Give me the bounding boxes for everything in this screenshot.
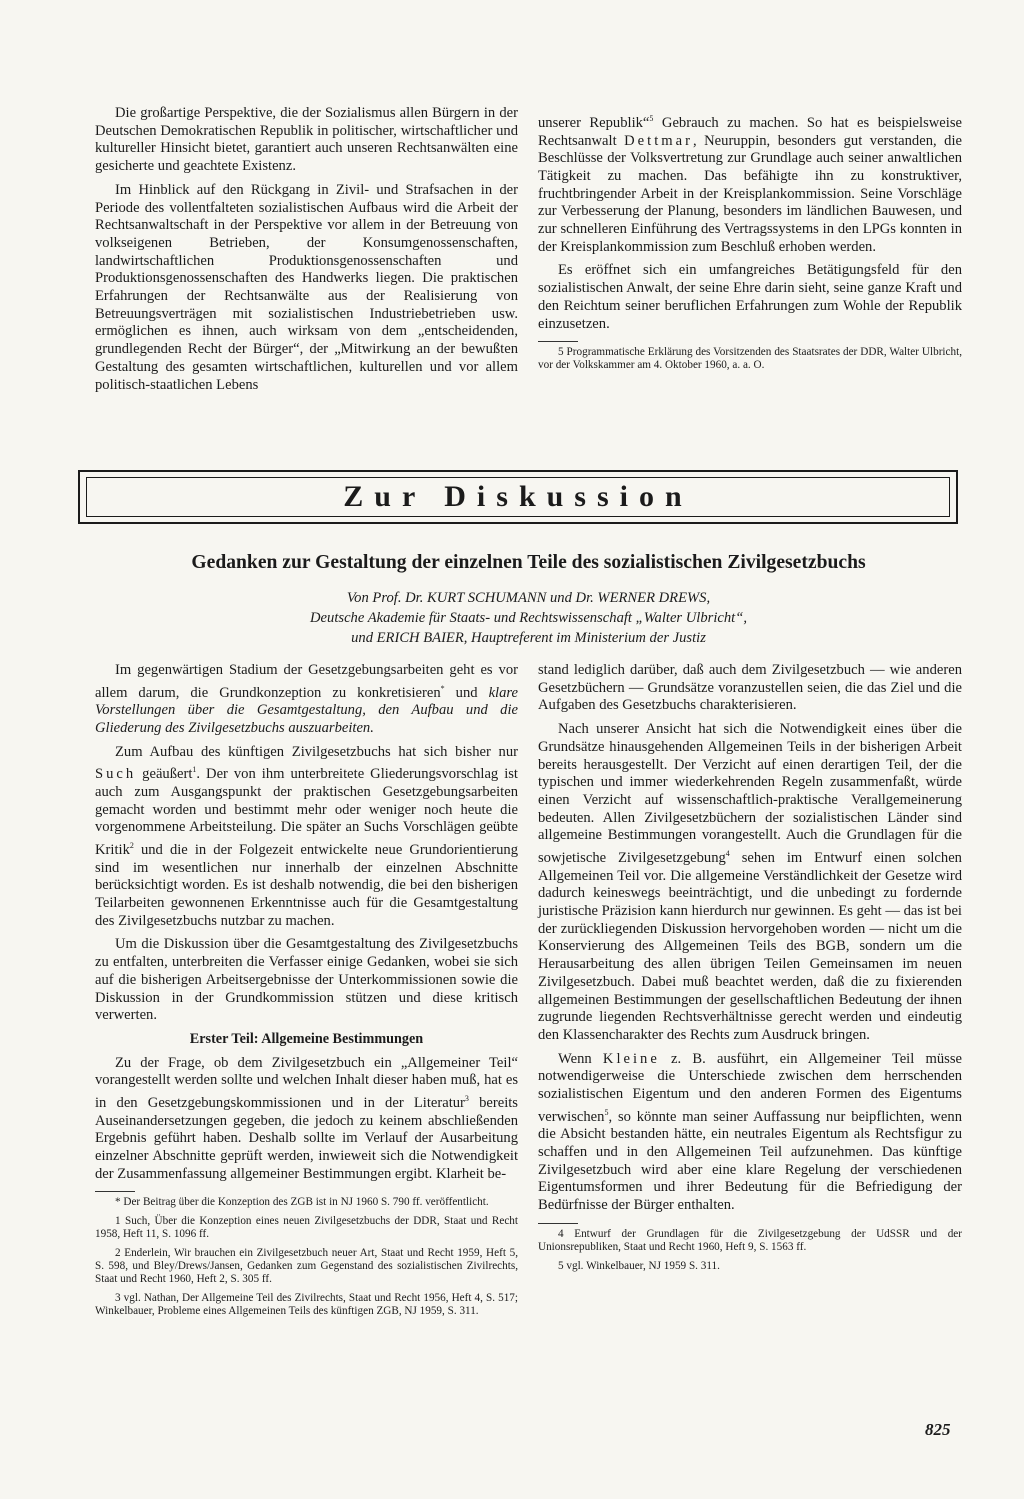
paragraph bbox=[538, 1051, 962, 1215]
text-run: Im gegenwärtigen Stadium der Gesetzgebungsarbeiten geht es vor allem darum, die Grundkonzeption zu konkretisieren bbox=[95, 662, 518, 701]
banner-inner-frame bbox=[86, 477, 950, 517]
paragraph bbox=[95, 662, 518, 738]
spaced-name: Dettmar bbox=[624, 132, 693, 149]
paragraph bbox=[95, 1055, 518, 1184]
footnote: * Der Beitrag über die Konzeption des ZGB ist in NJ 1960 S. 790 ff. veröffentlicht. bbox=[115, 1196, 489, 1209]
text-run: Zum Aufbau des künftigen Zivilgesetzbuchs hat sich bisher nur bbox=[115, 743, 518, 760]
paragraph bbox=[95, 744, 518, 931]
footnote-ref: 5 bbox=[649, 114, 654, 123]
text-run: z. B. ausführt, ein Allgemeiner Teil müsse notwendigerweise die Unterschiede zwischen dem herrschenden sozialistischen Eigentum und den anderen Formen des Eigentums verwischen bbox=[538, 1050, 963, 1125]
footnote: 4 Entwurf der Grundlagen für die Zivilgesetzgebung der UdSSR und der Unionsrepubliken, Staat und Recht 1960, Heft 9, S. 1563 ff. bbox=[538, 1227, 962, 1253]
text-run: unserer Republik“ bbox=[538, 114, 650, 131]
text-run: sehen im Entwurf einen solchen Allgemeinen Teil vor. Die allgemeine Verständlichkeit der Gesetze wird dadurch keineswegs beeinträchtigt, und die unbedingt zu fordernde juristische Präzision kann hierdurch nur gewinnen. Es geht — das ist bei der zurückliegenden Diskussion hervorgehoben worden — nicht um die Konservierung des Allgemeinen Teils des BGB, sondern um die Herausarbeitung des allen übrigen Teilen Gemeinsamen im neuen Zivilgesetzbuch. Dabei muß beachtet werden, daß die zu fixierenden allgemeinen Bestimmungen der gesellschaftlichen Bedeutung der ihnen zugrunde liegenden Rechtsverhältnisse gerecht werden und eindeutig den Klassencharakter des Rechts zum Ausdruck bringen. bbox=[538, 849, 962, 1043]
paragraph bbox=[538, 721, 962, 1045]
subsection-heading: Erster Teil: Allgemeine Bestimmungen bbox=[189, 1030, 424, 1047]
text-run: geäußert bbox=[136, 766, 193, 783]
byline-line: Von Prof. Dr. KURT SCHUMANN und Dr. WERNER DREWS, bbox=[346, 590, 711, 606]
text-run: bereits Auseinandersetzungen gegeben, die jedoch zu keinem abschließenden Ergebnis geführt haben. Deshalb sollte im Verlauf der Ausarbeitung einzelner Abschnitte geprüft werden, inwieweit sich die Notwendigkeit der Zusammenfassung allgemeiner Bestimmungen ergibt. Klarheit be- bbox=[95, 1094, 518, 1182]
byline-line: und ERICH BAIER, Hauptreferent im Ministerium der Justiz bbox=[351, 630, 706, 646]
paragraph: Die großartige Perspektive, die der Sozialismus allen Bürgern in der Deutschen Demokratischen Republik in politischer, wirtschaftlicher und kultureller Hinsicht bietet, garantiert auch unseren Rechtsanwälten eine gesicherte und geachtete Existenz. bbox=[95, 105, 518, 175]
emphasis-text: klare Vorstellungen über die Gesamtgestaltung, den Aufbau und die Gliederung des Zivilgesetzbuchs auszuarbeiten. bbox=[95, 684, 519, 736]
article-headline: Gedanken zur Gestaltung der einzelnen Teile des sozialistischen Zivilgesetzbuchs bbox=[191, 552, 866, 573]
bottom-left-column bbox=[95, 662, 518, 1324]
byline-line: Deutsche Akademie für Staats- und Rechtswissenschaft „Walter Ulbricht“, bbox=[310, 610, 747, 626]
footnote: 3 vgl. Nathan, Der Allgemeine Teil des Zivilrechts, Staat und Recht 1956, Heft 4, S. 517; Winkelbauer, Probleme eines Allgemeinen Teils des künftigen ZGB, NJ 1959, S. 311. bbox=[95, 1292, 518, 1318]
footnote-ref: 2 bbox=[129, 841, 134, 851]
bottom-right-column bbox=[538, 662, 962, 1279]
text-run: , so könnte man seiner Auffassung nur beipflichten, wenn die Absicht bestanden hätte, ein neutrales Eigentum als Rechtsfigur zu schaffen und in den Allgemeinen Teil aufzunehmen. Das künftige Zivilgesetzbuch wird aber eine klare Regelung der verschiedenen Eigentumsformen und ihrer Bedeutung für die Befriedigung der Bedürfnisse der Bürger enthalten. bbox=[538, 1108, 962, 1214]
footnote: 5 vgl. Winkelbauer, NJ 1959 S. 311. bbox=[558, 1259, 720, 1272]
footnote-rule bbox=[538, 341, 578, 342]
section-title: Zur Diskussion bbox=[343, 480, 693, 513]
paragraph: Es eröffnet sich ein umfangreiches Betätigungsfeld für den sozialistischen Anwalt, der seine Ehre darin sieht, seine ganze Kraft und den Reichtum seiner beruflichen Erfahrungen zum Wohle der Republik einzusetzen. bbox=[538, 262, 962, 332]
section-banner bbox=[78, 470, 958, 524]
footnote: 5 Programmatische Erklärung des Vorsitzenden des Staatsrates der DDR, Walter Ulbricht, vor der Volkskammer am 4. Oktober 1960, a. a. O. bbox=[538, 346, 962, 372]
text-run: und bbox=[444, 684, 489, 701]
text-run: Nach unserer Ansicht hat sich die Notwendigkeit eines über die Grundsätze hinausgehenden Allgemeinen Teils in der bisherigen Arbeit bereits herausgestellt. Der Verzicht auf einen derartigen Teil, der die typischen und immer wiederkehrenden Regeln zusammenfaßt, würde einen Verzicht auf wissenschaftlich-praktische Verallgemeinerung bedeuten. Allen Zivilgesetzbüchern der sozialistischen Länder sind allgemeine Bestimmungen vorangestellt. Auch die Grundlagen für die sowjetische Zivilgesetzgebung bbox=[538, 721, 962, 866]
footnote-ref: 4 bbox=[725, 849, 730, 859]
footnote-rule bbox=[538, 1223, 578, 1224]
paragraph: Um die Diskussion über die Gesamtgestaltung des Zivilgesetzbuchs zu entfalten, unterbreiten die Verfasser einige Gedanken, wobei sie sich auf die bisherigen Arbeitsergebnisse der Unterkommissionen sowie die Diskussion in der Grundkommission stützen und diese kritisch verwerten. bbox=[95, 936, 518, 1024]
footnote-ref: 1 bbox=[192, 765, 197, 775]
footnote-ref: * bbox=[440, 683, 445, 693]
text-run: Zu der Frage, ob dem Zivilgesetzbuch ein „Allgemeiner Teil“ vorangestellt werden sollte und welchen Inhalt dieser haben muß, hat es in den Gesetzgebungskommissionen und in der Literatur bbox=[95, 1054, 518, 1111]
text-run: . Der von ihm unterbreitete Gliederungsvorschlag ist auch zum Ausgangspunkt der praktischen Gesetzgebungsarbeiten gemacht worden und bestimmt mehr oder weniger noch heute die vorgenommene Arbeitsteilung. Die später an Suchs Vorschlägen geübte Kritik bbox=[95, 766, 518, 858]
footnote: 1 Such, Über die Konzeption eines neuen Zivilgesetzbuchs der DDR, Staat und Recht 1958, Heft 11, S. 1096 ff. bbox=[95, 1215, 518, 1241]
footnote: 2 Enderlein, Wir brauchen ein Zivilgesetzbuch neuer Art, Staat und Recht 1959, Heft 5, S. 598, und Bley/Drews/Jansen, Gedanken zum Gegenstand des sozialistischen Zivilrechts, Staat und Recht 1960, Heft 2, S. 305 ff. bbox=[95, 1247, 518, 1286]
text-run: Wenn bbox=[558, 1050, 603, 1067]
text-run: , Neuruppin, besonders gut verstanden, die Beschlüsse der Volksvertretung zur Grundlage auch seiner anwaltlichen Tätigkeit zu machen. Das befähigte ihn zu konstruktiver, fruchtbringender Arbeit in der Kreisplankommission. Seine Vorschläge zur Verbesserung der Planung, besonders im ländlichen Bauwesen, und zur schnelleren Einführung des Vertragssystems in den LPGs konnten in der Kreisplankommission zum Beschluß erhoben werden. bbox=[538, 132, 962, 255]
paragraph: Im Hinblick auf den Rückgang in Zivil- und Strafsachen in der Periode des vollentfalteten sozialistischen Aufbaus wird die Arbeit der Rechtsanwaltschaft in der Perspektive vor allem in der Betreuung von volkseigenen Betrieben, der Konsumgenossenschaften, landwirtschaftlichen Produktionsgenossenschaften und Produktionsgenossenschaften des Handwerks liegen. Die praktischen Erfahrungen der Rechtsanwälte aus der Realisierung von Betreuungsverträgen mit sozialistischen Industriebetrieben usw. ermöglichen es ihnen, auch wirksam von dem „entscheidenden, grundlegenden Recht der Bürger“, der „Mitwirkung an der bewußten Gestaltung des gesamten wirtschaftlichen, kulturellen und vor allem politisch-staatlichen Lebens bbox=[95, 181, 518, 393]
text-run: und die in der Folgezeit entwickelte neue Grundorientierung sind im wesentlichen nur innerhalb der einzelnen Abschnitte berücksichtigt worden. Es ist deshalb notwendig, die bei den bisherigen Teilarbeiten gewonnenen Erkenntnisse auch für die Gesamtgestaltung des Zivilgesetzbuchs nutzbar zu machen. bbox=[95, 841, 518, 929]
footnote-ref: 3 bbox=[464, 1094, 469, 1104]
paragraph: stand lediglich darüber, daß auch dem Zivilgesetzbuch — wie anderen Gesetzbüchern — Grundsätze voranzustellen seien, die das Ziel und die Aufgaben des Gesetzbuchs charakterisieren. bbox=[538, 662, 962, 714]
spaced-name: Kleine bbox=[602, 1050, 660, 1067]
paragraph bbox=[538, 110, 962, 256]
page-number: 825 bbox=[925, 1420, 951, 1439]
spaced-name: Such bbox=[95, 766, 137, 783]
top-left-column bbox=[95, 105, 518, 400]
article-byline bbox=[95, 588, 962, 648]
text-run: Gebrauch zu machen. So hat es beispielsweise Rechtsanwalt bbox=[538, 114, 962, 149]
top-right-column bbox=[538, 110, 962, 378]
footnote-ref: 5 bbox=[604, 1107, 609, 1117]
footnote-rule bbox=[95, 1191, 135, 1192]
